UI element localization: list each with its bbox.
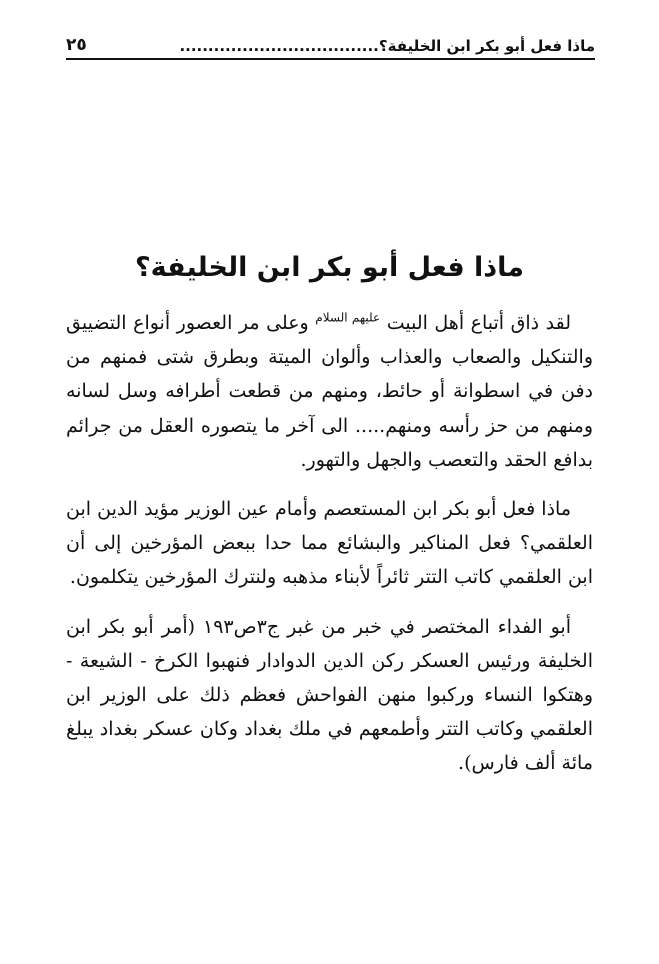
running-header-title <box>179 37 595 55</box>
paragraph-1-start: لقد ذاق أتباع أهل البيت <box>380 312 571 334</box>
paragraph-1-rest: وعلى مر العصور أنواع التضييق والتنكيل والصعاب والعذاب وألوان الميتة وبطرق شتى فمنهم من دفن في اسطوانة أو حائط، ومنهم من قطعت أطرافه وسل لسانه ومنهم من حز رأسه ومنهم..... الى آخر ما يتصوره العقل من جرائم بدافع الحقد والتعصب والجهل والتهور. <box>66 312 593 471</box>
header-title-text: ماذا فعل أبو بكر ابن الخليفة؟ <box>378 37 595 55</box>
paragraph-3: أبو الفداء المختصر في خبر من غبر ج٣ص١٩٣ (أمر أبو بكر ابن الخليفة ورئيس العسكر ركن الدين الدوادار فنهبوا الكرخ - الشيعة - وهتكوا النساء وركبوا منهن الفواحش فعظم ذلك على الوزير ابن العلقمي وكاتب التتر وأطمعهم في ملك بغداد وكان عسكر بغداد يبلغ مائة ألف فارس). <box>66 615 593 775</box>
honorific-glyph: عليهم السلام <box>315 310 381 325</box>
running-header <box>66 30 595 60</box>
chapter-title: ماذا فعل أبو بكر ابن الخليفة؟ <box>135 252 524 284</box>
paragraph-2: ماذا فعل أبو بكر ابن المستعصم وأمام عين الوزير مؤيد الدين ابن العلقمي؟ فعل المناكير والبشائع مما حدا ببعض المؤرخين إلى أن ابن العلقمي كاتب التتر ثائراً لأبناء مذهبه ولنترك المؤرخين يتكلمون. <box>66 498 593 589</box>
body-text <box>66 306 593 796</box>
leader-dots: ................................... <box>179 37 379 55</box>
paragraph-1 <box>66 306 593 477</box>
page-number: ٢٥ <box>66 35 87 55</box>
